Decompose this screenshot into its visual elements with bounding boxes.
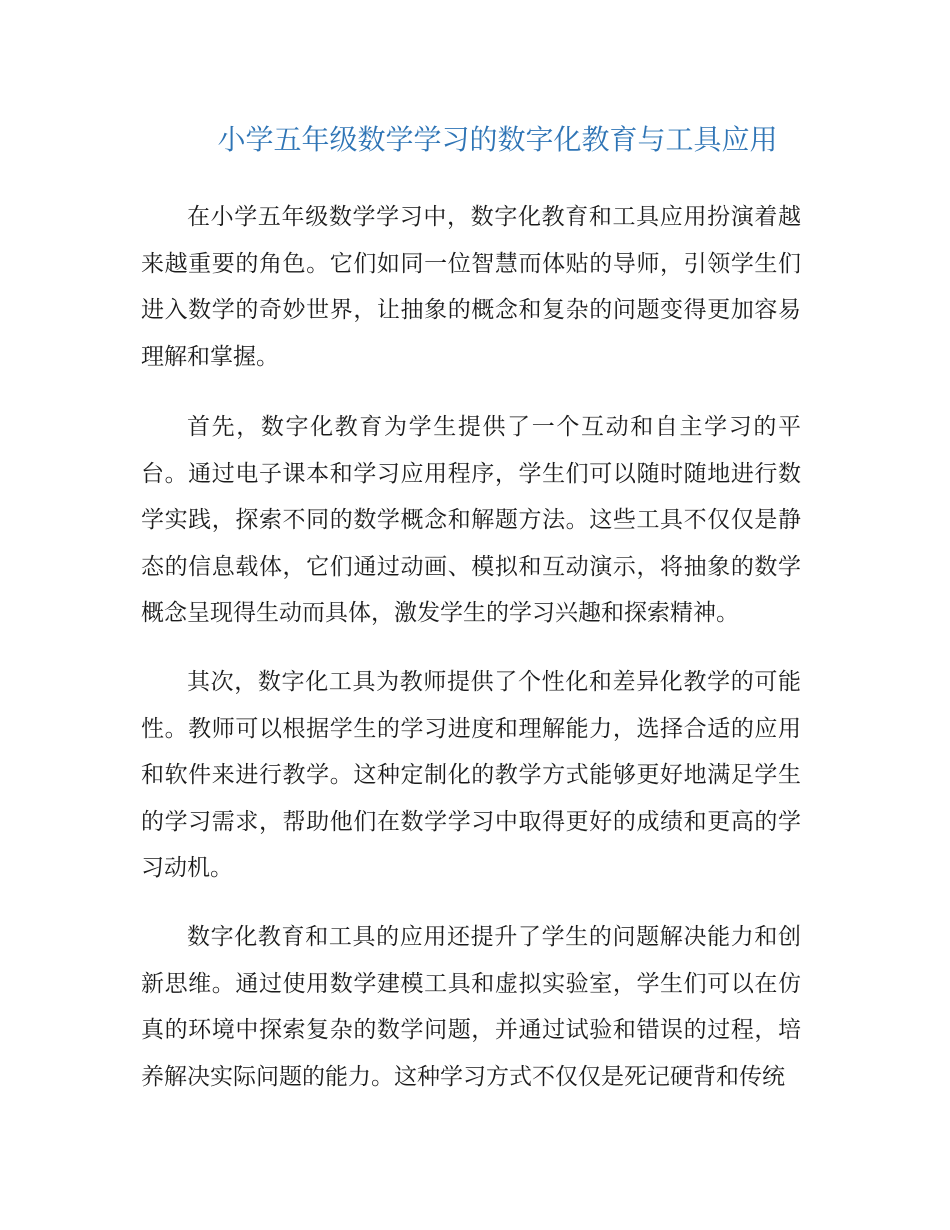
paragraph-third: 数字化教育和工具的应用还提升了学生的问题解决能力和创新思维。通过使用数学建模工具和虚拟实验室，学生们可以在仿真的环境中探索复杂的数学问题，并通过试验和错误的过程，培养解决实际问题的能力。这种学习方式不仅仅是死记硬背和传统 — [141, 924, 801, 1090]
document-title: 小学五年级数学学习的数字化教育与工具应用 — [217, 123, 778, 156]
paragraph-first: 首先，数字化教育为学生提供了一个互动和自主学习的平台。通过电子课本和学习应用程序，学生们可以随时随地进行数学实践，探索不同的数学概念和解题方法。这些工具不仅仅是静态的信息载体，它们通过动画、模拟和互动演示，将抽象的数学概念呈现得生动而具体，激发学生的学习兴趣和探索精神。 — [141, 414, 801, 626]
paragraph-second: 其次，数字化工具为教师提供了个性化和差异化教学的可能性。教师可以根据学生的学习进度和理解能力，选择合适的应用和软件来进行教学。这种定制化的教学方式能够更好地满足学生的学习需求，帮助他们在数学学习中取得更好的成绩和更高的学习动机。 — [141, 669, 801, 881]
paragraph-intro: 在小学五年级数学学习中，数字化教育和工具应用扮演着越来越重要的角色。它们如同一位智慧而体贴的导师，引领学生们进入数学的奇妙世界，让抽象的概念和复杂的问题变得更加容易理解和掌握。 — [141, 204, 801, 370]
